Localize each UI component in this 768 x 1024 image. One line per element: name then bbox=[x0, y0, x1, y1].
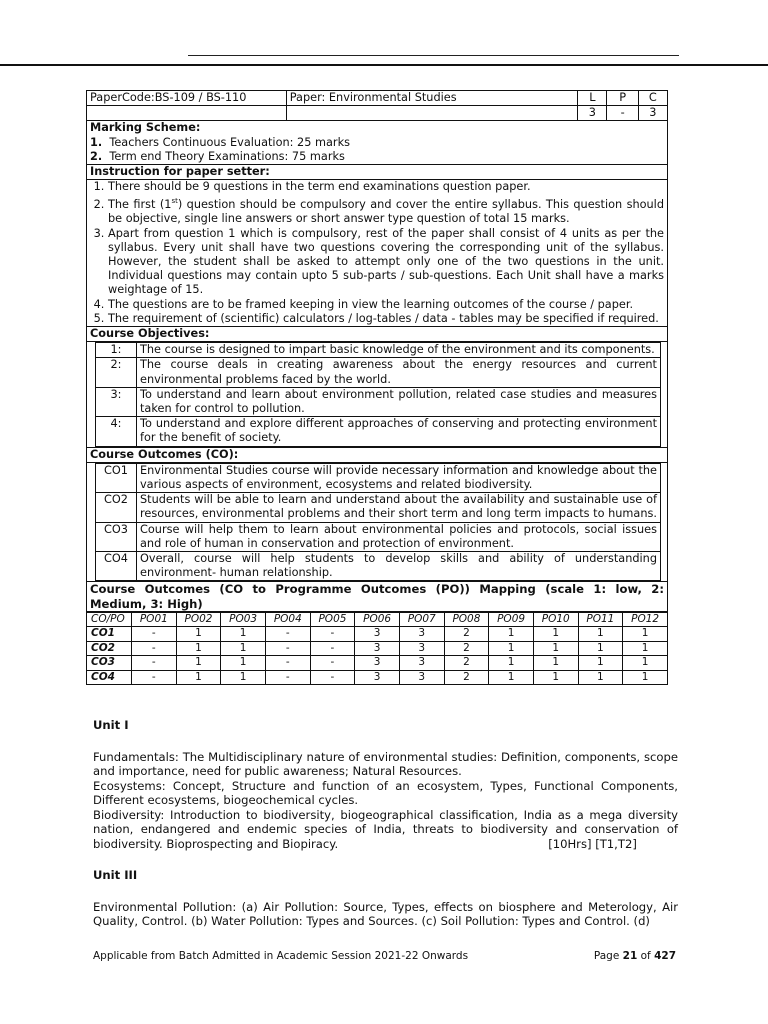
outcome-num: CO2 bbox=[96, 493, 137, 522]
mapping-header-cell: PO05 bbox=[310, 612, 355, 627]
mapping-header-cell: PO07 bbox=[399, 612, 444, 627]
mapping-cell: 1 bbox=[176, 627, 221, 642]
marking-cell bbox=[87, 121, 668, 164]
instructions-list bbox=[90, 180, 664, 326]
mapping-cell: 3 bbox=[399, 656, 444, 671]
mapping-cell: 1 bbox=[578, 670, 623, 685]
objective-row bbox=[96, 417, 661, 446]
page-total: 427 bbox=[654, 950, 676, 962]
mapping-header-cell: PO06 bbox=[355, 612, 400, 627]
mapping-cell: 1 bbox=[578, 627, 623, 642]
mapping-cell: 1 bbox=[578, 641, 623, 656]
mapping-row bbox=[87, 641, 668, 656]
page-prefix: Page bbox=[593, 950, 620, 962]
mapping-header-cell: PO03 bbox=[221, 612, 266, 627]
mapping-row-head: CO3 bbox=[87, 656, 132, 671]
objective-num: 2: bbox=[96, 358, 137, 387]
objective-text: The course deals in creating awareness about the energy resources and current environmental problems faced by the world. bbox=[137, 358, 661, 387]
unit3-title: Unit III bbox=[93, 868, 138, 882]
paper-title: Paper: Environmental Studies bbox=[286, 91, 578, 106]
objectives-title: Course Objectives: bbox=[87, 327, 668, 342]
outcome-row bbox=[96, 463, 661, 492]
objective-row bbox=[96, 343, 661, 358]
mapping-cell: 1 bbox=[176, 641, 221, 656]
outcomes-title: Course Outcomes (CO): bbox=[87, 447, 668, 462]
mapping-cell: - bbox=[265, 656, 310, 671]
outcome-text: Students will be able to learn and understand about the availability and sustainable use of resources, environmental problems and their short term and long term impacts to humans. bbox=[137, 493, 661, 522]
header-rule bbox=[188, 55, 679, 56]
mapping-row bbox=[87, 670, 668, 685]
ltp-head-p: P bbox=[607, 91, 638, 106]
paper-header-table bbox=[86, 90, 668, 121]
instruction-item: 4. The questions are to be framed keeping in view the learning outcomes of the course / paper. bbox=[108, 298, 664, 312]
mapping-cell: - bbox=[132, 670, 177, 685]
instruction-sup: st bbox=[171, 197, 178, 206]
page-current: 21 bbox=[622, 950, 638, 962]
mapping-title: Course Outcomes (CO to Programme Outcomes (PO)) Mapping (scale 1: low, 2: Medium, 3: High) bbox=[87, 582, 668, 611]
mapping-cell: 3 bbox=[399, 641, 444, 656]
objective-num: 1: bbox=[96, 343, 137, 358]
marking-item bbox=[90, 150, 664, 164]
mapping-cell: 3 bbox=[355, 641, 400, 656]
paper-code: PaperCode:BS-109 / BS-110 bbox=[87, 91, 287, 106]
outcome-num: CO1 bbox=[96, 463, 137, 492]
ltp-val-c: 3 bbox=[638, 106, 667, 121]
mapping-cell: 1 bbox=[623, 656, 668, 671]
unit1-title: Unit I bbox=[93, 718, 129, 732]
instruction-prefix: The first (1 bbox=[108, 198, 172, 212]
objective-num: 4: bbox=[96, 417, 137, 446]
objective-text: The course is designed to impart basic knowledge of the environment and its components. bbox=[137, 343, 661, 358]
mapping-header-cell: PO11 bbox=[578, 612, 623, 627]
marking-item bbox=[90, 136, 664, 150]
outcome-row bbox=[96, 493, 661, 522]
marking-title: Marking Scheme: bbox=[90, 121, 201, 135]
mapping-cell: 3 bbox=[355, 670, 400, 685]
outcomes-cell bbox=[87, 462, 668, 582]
unit1-paragraph bbox=[93, 808, 678, 852]
objective-text: To understand and learn about environment pollution, related case studies and measures taken for control to pollution. bbox=[137, 387, 661, 416]
outcome-num: CO3 bbox=[96, 522, 137, 551]
mapping-cell: 2 bbox=[444, 670, 489, 685]
objective-text: To understand and explore different approaches of conserving and protecting environment for the benefit of society. bbox=[137, 417, 661, 446]
mapping-cell: - bbox=[265, 627, 310, 642]
mapping-cell: 1 bbox=[221, 670, 266, 685]
mapping-cell: 2 bbox=[444, 656, 489, 671]
objectives-cell bbox=[87, 342, 668, 447]
instruction-item: 1. There should be 9 questions in the term end examinations question paper. bbox=[108, 180, 664, 194]
mapping-cell: 1 bbox=[489, 641, 534, 656]
objective-num: 3: bbox=[96, 387, 137, 416]
mapping-header-cell: PO12 bbox=[623, 612, 668, 627]
page-of: of bbox=[640, 950, 651, 962]
mapping-header-cell: PO04 bbox=[265, 612, 310, 627]
instruction-text: question should be compulsory and cover the entire syllabus. This question should be objective, single line answers or short answer type question of total 15 marks. bbox=[108, 198, 664, 226]
mapping-cell: 3 bbox=[355, 627, 400, 642]
outcome-row bbox=[96, 522, 661, 551]
outcomes-table bbox=[95, 463, 661, 582]
unit1-paragraph: Fundamentals: The Multidisciplinary nature of environmental studies: Definition, components, scope and importance, need for public awareness; Natural Resources. bbox=[93, 749, 678, 778]
mapping-row-head: CO1 bbox=[87, 627, 132, 642]
mapping-row-head: CO2 bbox=[87, 641, 132, 656]
objective-row bbox=[96, 358, 661, 387]
mapping-cell: 1 bbox=[176, 670, 221, 685]
unit1-text: Biodiversity: Introduction to biodiversity, biogeographical classification, India as a mega diversity nation, endangered and endemic species of India, threats to biodiversity and conservation of biodiversity. Bioprospecting and Biopiracy. bbox=[93, 807, 678, 851]
instruction-item: 5. The requirement of (scientific) calculators / log-tables / data - tables may be specified if required. bbox=[108, 312, 664, 326]
mapping-cell: - bbox=[132, 641, 177, 656]
mapping-cell: - bbox=[265, 670, 310, 685]
mapping-header-cell: CO/PO bbox=[87, 612, 132, 627]
mapping-cell: - bbox=[310, 641, 355, 656]
mapping-cell: 1 bbox=[489, 670, 534, 685]
mapping-header-cell: PO10 bbox=[533, 612, 578, 627]
mapping-header-cell: PO09 bbox=[489, 612, 534, 627]
paper-title-blank bbox=[286, 106, 578, 121]
mapping-header-cell: PO01 bbox=[132, 612, 177, 627]
mapping-cell: 1 bbox=[533, 656, 578, 671]
mapping-row-head: CO4 bbox=[87, 670, 132, 685]
mapping-cell: 1 bbox=[176, 656, 221, 671]
ltp-head-c: C bbox=[638, 91, 667, 106]
mapping-header-cell: PO08 bbox=[444, 612, 489, 627]
outcome-text: Course will help them to learn about environmental policies and protocols, social issues and role of human in conservation and protection of environment. bbox=[137, 522, 661, 551]
page-number bbox=[594, 950, 676, 962]
units-section bbox=[93, 718, 678, 929]
syllabus-table-block bbox=[86, 90, 668, 685]
mapping-cell: 2 bbox=[444, 627, 489, 642]
ltp-val-p: - bbox=[607, 106, 638, 121]
ltp-val-l: 3 bbox=[578, 106, 607, 121]
unit1-hours: [10Hrs] [T1,T2] bbox=[548, 836, 637, 851]
footer-applicable: Applicable from Batch Admitted in Academic Session 2021-22 Onwards bbox=[93, 950, 469, 962]
marking-item-num: 1. bbox=[90, 135, 103, 149]
outcome-num: CO4 bbox=[96, 552, 137, 581]
instruction-close: ) bbox=[177, 198, 183, 212]
unit1-paragraph: Ecosystems: Concept, Structure and function of an ecosystem, Types, Functional Components, Different ecosystems, biogeochemical cycles. bbox=[93, 778, 678, 807]
marking-item-num: 2. bbox=[90, 149, 103, 163]
mapping-cell: 3 bbox=[355, 656, 400, 671]
marking-item-text: Teachers Continuous Evaluation: 25 marks bbox=[109, 135, 351, 149]
instruction-item: 3. Apart from question 1 which is compulsory, rest of the paper shall consist of 4 units as per the syllabus. Every unit shall have two questions covering the corresponding unit of the syllabus. However, the student shall be asked to attempt only one of the two questions in the unit. Individual questions may contain upto 5 sub-parts / sub-questions. Each Unit shall have a marks weightage of 15. bbox=[108, 227, 664, 298]
outcome-text: Environmental Studies course will provide necessary information and knowledge about the various aspects of environment, ecosystems and related biodiversity. bbox=[137, 463, 661, 492]
mapping-row bbox=[87, 656, 668, 671]
mapping-row bbox=[87, 627, 668, 642]
mapping-cell: 1 bbox=[623, 670, 668, 685]
mapping-cell: 1 bbox=[489, 627, 534, 642]
header-thick-rule bbox=[0, 64, 768, 66]
mapping-cell: 1 bbox=[578, 656, 623, 671]
mapping-cell: 3 bbox=[399, 670, 444, 685]
mapping-cell: 1 bbox=[221, 627, 266, 642]
mapping-cell: 1 bbox=[221, 656, 266, 671]
unit3-paragraph: Environmental Pollution: (a) Air Pollution: Source, Types, effects on biosphere and Meterology, Air Quality, Control. (b) Water Pollution: Types and Sources. (c) Soil Pollution: Types and Control. (d) bbox=[93, 899, 678, 928]
mapping-cell: 1 bbox=[533, 627, 578, 642]
outcome-text: Overall, course will help students to develop skills and ability of understanding environment- human relationship. bbox=[137, 552, 661, 581]
instructions-cell bbox=[87, 180, 668, 327]
marking-item-text: Term end Theory Examinations: 75 marks bbox=[109, 149, 345, 163]
mapping-cell: - bbox=[310, 627, 355, 642]
mapping-cell: 1 bbox=[533, 641, 578, 656]
objectives-table bbox=[95, 342, 661, 446]
mapping-cell: 3 bbox=[399, 627, 444, 642]
paper-code-blank bbox=[87, 106, 287, 121]
outcome-row bbox=[96, 552, 661, 581]
mapping-cell: 1 bbox=[489, 656, 534, 671]
mapping-header-row bbox=[87, 612, 668, 627]
mapping-cell: 1 bbox=[623, 641, 668, 656]
mapping-cell: - bbox=[132, 656, 177, 671]
mapping-cell: 1 bbox=[623, 627, 668, 642]
mapping-header-cell: PO02 bbox=[176, 612, 221, 627]
mapping-cell: - bbox=[310, 670, 355, 685]
ltp-head-l: L bbox=[578, 91, 607, 106]
objective-row bbox=[96, 387, 661, 416]
instructions-title: Instruction for paper setter: bbox=[87, 165, 668, 180]
mapping-cell: 1 bbox=[221, 641, 266, 656]
instruction-item bbox=[108, 194, 664, 226]
mapping-cell: - bbox=[132, 627, 177, 642]
marking-scheme bbox=[86, 121, 668, 611]
mapping-cell: 1 bbox=[533, 670, 578, 685]
page-footer bbox=[93, 950, 676, 962]
mapping-cell: - bbox=[310, 656, 355, 671]
mapping-cell: 2 bbox=[444, 641, 489, 656]
mapping-cell: - bbox=[265, 641, 310, 656]
co-po-mapping-table bbox=[86, 612, 668, 686]
